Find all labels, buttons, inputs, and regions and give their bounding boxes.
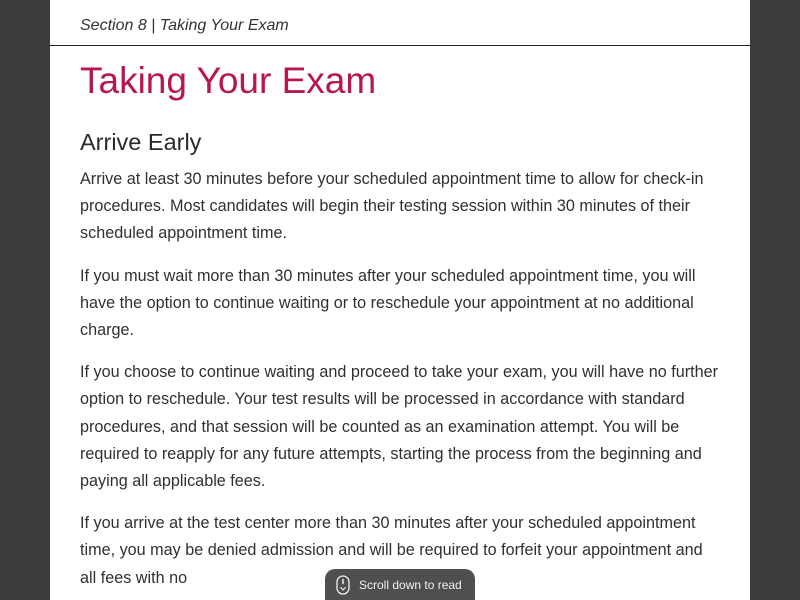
scroll-hint-label: Scroll down to read — [359, 577, 462, 592]
paragraph: Arrive at least 30 minutes before your scheduled appointment time to allow for check-in procedures. Most candidates will begin their testing session within 30 minutes of their scheduled appointment time. — [80, 170, 704, 243]
document-page — [50, 0, 750, 600]
section-heading: Arrive Early — [80, 129, 202, 155]
paragraph: If you choose to continue waiting and proceed to take your exam, you will have no further option to reschedule. Your test results will be processed in accordance with standard procedures, and that session will be counted as an examination attempt. You will be required to reapply for any future attempts, starting the process from the beginning and paying all applicable fees. — [80, 363, 718, 491]
scroll-down-hint-button[interactable] — [325, 569, 475, 600]
paragraph: If you arrive at the test center more than 30 minutes after your scheduled appointment time, you may be denied admission and will be required to forfeit your appointment and all fees with no — [80, 514, 703, 587]
running-header: Section 8 | Taking Your Exam — [80, 17, 289, 34]
mouse-scroll-icon — [336, 575, 350, 595]
page-title: Taking Your Exam — [80, 60, 377, 101]
header-divider — [50, 45, 750, 46]
paragraph: If you must wait more than 30 minutes after your scheduled appointment time, you will have the option to continue waiting or to reschedule your appointment at no additional charge. — [80, 266, 696, 340]
page-content — [80, 58, 722, 592]
